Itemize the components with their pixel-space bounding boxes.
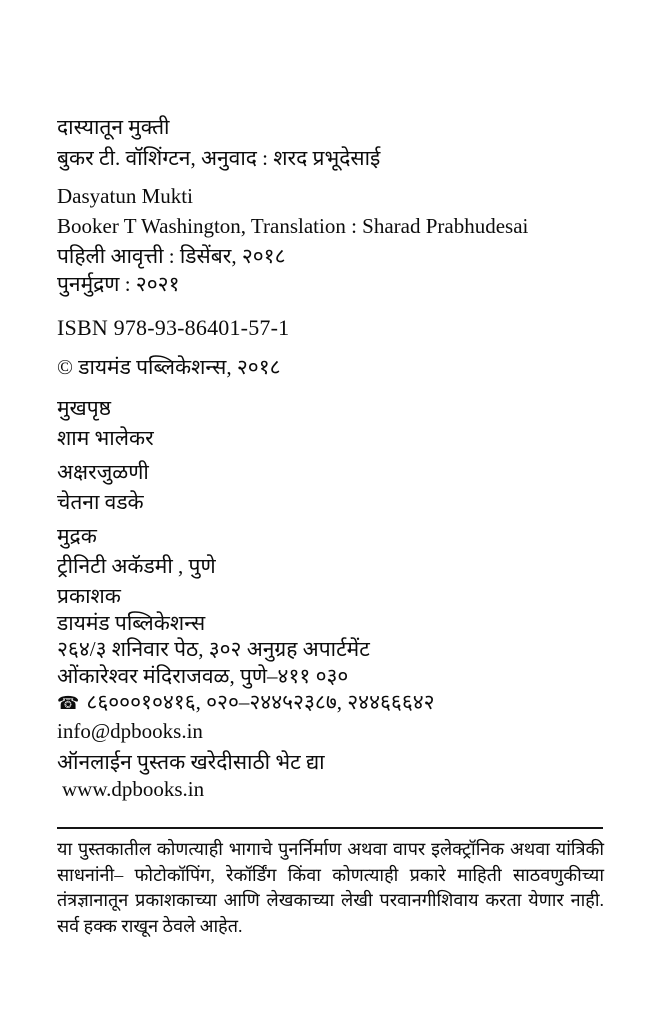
book-byline-english: Booker T Washington, Translation : Sharad Prabhudesai — [57, 214, 529, 238]
publisher-address-2: ओंकारेश्वर मंदिराजवळ, पुणे–४११ ०३० — [57, 663, 349, 688]
isbn-line: ISBN 978-93-86401-57-1 — [57, 315, 290, 340]
credit-role: मुद्रक — [57, 524, 97, 548]
title-block-english — [57, 181, 528, 241]
publisher-name: डायमंड पब्लिकेशन्स — [57, 610, 206, 635]
separator-rule — [57, 827, 603, 829]
edition-block — [57, 242, 286, 298]
phone-numbers: ८६०००१०४१६, ०२०–२४४५२३८७, २४४६६६४२ — [86, 690, 435, 714]
credit-role: मुखपृष्ठ — [57, 396, 112, 420]
book-title-marathi: दास्यातून मुक्ती — [57, 115, 170, 139]
credit-role: अक्षरजुळणी — [57, 460, 149, 484]
credit-printer — [57, 521, 216, 581]
publisher-heading: प्रकाशक — [57, 584, 121, 608]
credit-name: चेतना वडके — [57, 490, 144, 514]
website-url: www.dpbooks.in — [62, 777, 205, 801]
copyright-line: © डायमंड पब्लिकेशन्स, २०१८ — [57, 355, 281, 379]
first-edition-line: पहिली आवृत्ती : डिसेंबर, २०१८ — [57, 244, 286, 268]
book-byline-marathi: बुकर टी. वॉशिंग्टन, अनुवाद : शरद प्रभूदेसाई — [57, 146, 381, 170]
publisher-email: info@dpbooks.in — [57, 718, 203, 743]
book-title-english: Dasyatun Mukti — [57, 184, 193, 208]
online-purchase-block — [57, 749, 325, 803]
credit-name: शाम भालेकर — [57, 426, 154, 450]
reprint-line: पुनर्मुद्रण : २०२१ — [57, 272, 180, 296]
telephone-icon: ☎ — [57, 693, 80, 714]
publisher-block — [57, 583, 435, 744]
credit-name: ट्रीनिटी अकॅडमी , पुणे — [57, 554, 216, 578]
credit-cover-artist — [57, 393, 154, 453]
rights-notice: या पुस्तकातील कोणत्याही भागाचे पुनर्निर्माण अथवा वापर इलेक्ट्रॉनिक अथवा यांत्रिकी साधनांनी– फोटोकॉपिंग, रेकॉर्डिंग किंवा कोणत्याही प्रकारे माहिती साठवणुकीच्या तंत्रज्ञानातून प्रकाशकाच्या आणि लेखकाच्या लेखी परवानगीशिवाय करता येणार नाही. सर्व हक्क राखून ठेवले आहेत. — [57, 839, 604, 936]
publisher-phone-line — [57, 689, 435, 718]
publisher-address-1: २६४/३ शनिवार पेठ, ३०२ अनुग्रह अपार्टमेंट — [57, 637, 370, 661]
online-purchase-prompt: ऑनलाईन पुस्तक खरेदीसाठी भेट द्या — [57, 750, 325, 774]
title-block-marathi — [57, 112, 380, 174]
credit-typesetter — [57, 457, 149, 517]
